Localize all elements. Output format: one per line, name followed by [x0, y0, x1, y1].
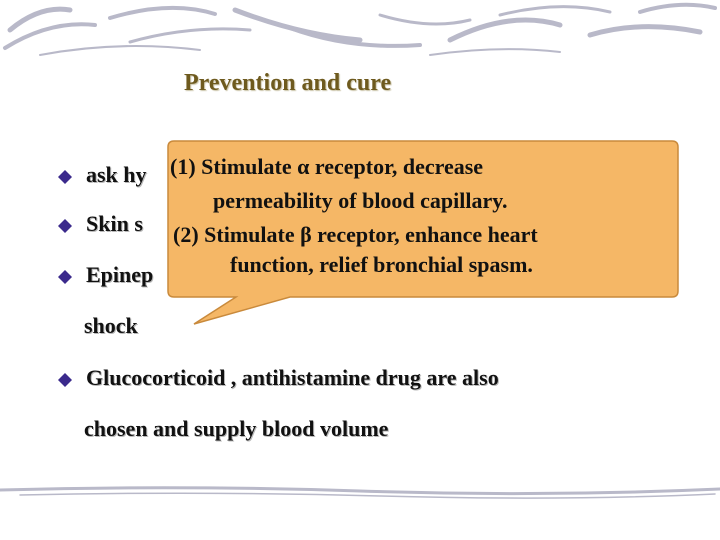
bullet-text: Epinep: [86, 262, 154, 287]
callout-line: function, relief bronchial spasm.: [230, 252, 533, 277]
bullet-text: Skin s: [86, 211, 143, 236]
bullet-text: Glucocorticoid , antihistamine drug are also: [86, 365, 499, 390]
bullet-continuation: chosen and supply blood volume: [84, 416, 389, 441]
callout-line: (2) Stimulate β receptor, enhance heart: [173, 222, 538, 247]
callout-line: (1) Stimulate α receptor, decrease: [170, 154, 484, 179]
slide-title: Prevention and cure: [184, 70, 392, 96]
bullet-text: ask hy: [86, 162, 147, 187]
callout-line: permeability of blood capillary.: [213, 188, 508, 213]
bullet-continuation: shock: [84, 313, 138, 338]
